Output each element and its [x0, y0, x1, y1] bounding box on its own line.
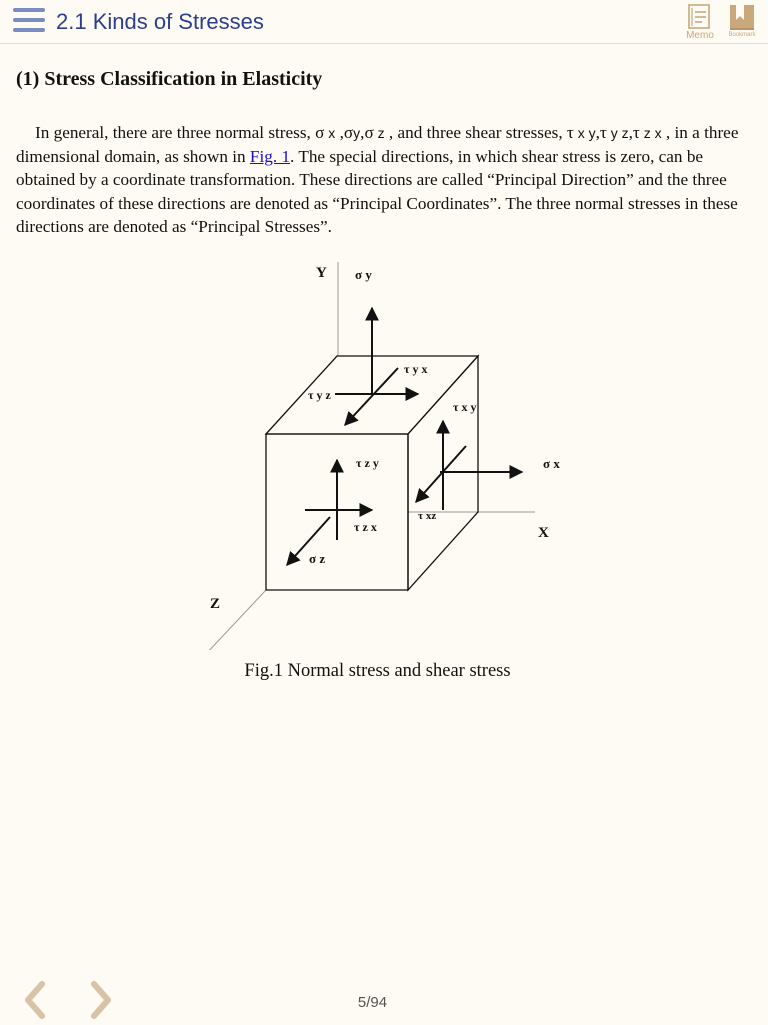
tau-yz-label: τ y z — [308, 388, 331, 402]
text-run: , in a three dimensional domain, as shown in — [16, 123, 739, 167]
tau-xy-label: τ x y — [453, 400, 477, 414]
memo-label: Memo — [686, 30, 714, 41]
text-run: In general, there are three normal stress, σ — [35, 123, 325, 142]
tau-zy-label: τ z y — [356, 456, 379, 470]
axis-z-label: Z — [210, 596, 221, 612]
subscript-z: z — [373, 125, 385, 141]
text-run: . The special directions, in which shear stress is zero, can be obtained by a coordinate transformation. These directions are called “Principal Direction” and the three coordinates of these directions are denoted as “Principal Coordinates”. The three normal stresses in these directions are denoted as “Principal Stresses”. — [16, 147, 738, 236]
section-heading: (1) Stress Classification in Elasticity — [16, 68, 323, 90]
tau-zx-label: τ z x — [354, 520, 377, 534]
sigma-y-label: σ y — [355, 267, 372, 282]
memo-button[interactable] — [680, 2, 720, 42]
body-paragraph — [16, 121, 756, 238]
tau-yx-label: τ y x — [404, 362, 428, 376]
axis-x-label: X — [538, 525, 549, 541]
bookmark-label: Bookmark — [728, 32, 756, 38]
sigma-z-label: σ z — [309, 551, 326, 566]
axis-y-label: Y — [316, 265, 327, 281]
figure-caption: Fig.1 Normal stress and shear stress — [244, 661, 511, 681]
text-run: ,τ — [628, 123, 640, 142]
top-bar — [0, 0, 768, 44]
page-indicator: 5/94 — [357, 994, 388, 1011]
subscript-y: y — [353, 125, 361, 141]
fig-1-link[interactable]: Fig. 1 — [249, 147, 291, 167]
hamburger-menu-icon[interactable] — [13, 8, 45, 34]
text-run: , and three shear stresses, τ — [384, 123, 574, 142]
text-run: ,σ — [360, 123, 374, 142]
tau-xz-label: τ xz — [418, 510, 437, 522]
text-run: ,τ — [595, 123, 607, 142]
stress-cube-figure — [180, 255, 600, 650]
subscript-xy: x y — [573, 125, 596, 141]
subscript-zx: z x — [639, 125, 662, 141]
bookmark-button[interactable] — [722, 2, 762, 42]
text-run: ,σ — [335, 123, 354, 142]
tau-xz-arrow — [416, 446, 466, 502]
subscript-yz: y z — [606, 125, 629, 141]
subscript-x: x — [324, 125, 336, 141]
sigma-x-label: σ x — [543, 456, 560, 471]
memo-icon — [680, 2, 720, 30]
bookmark-icon — [722, 2, 762, 32]
chapter-title: 2.1 Kinds of Stresses — [56, 9, 264, 34]
